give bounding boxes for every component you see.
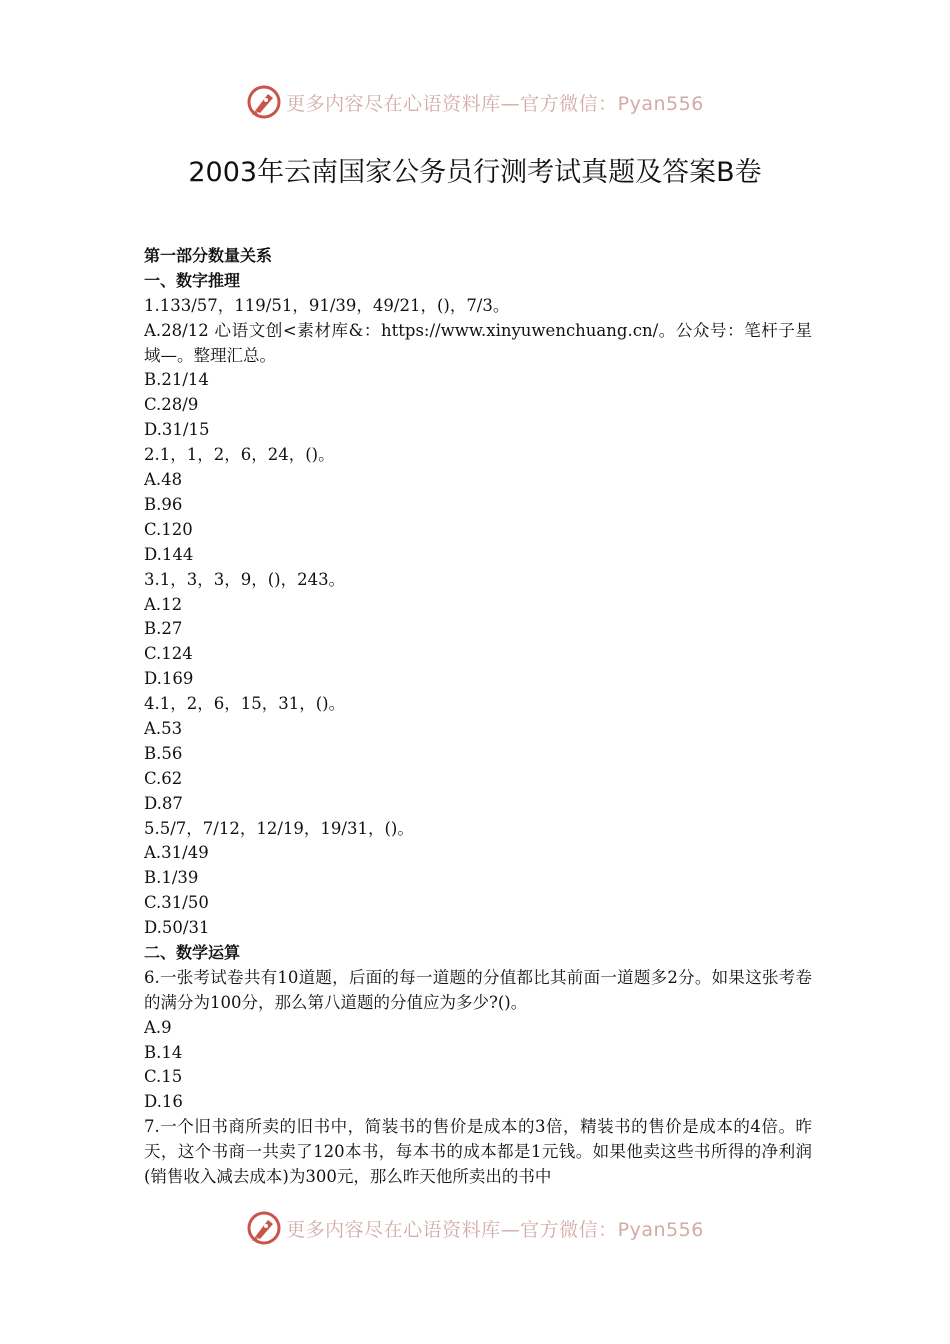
text-line: A.9 [144,1017,172,1037]
watermark-banner-top [0,82,950,122]
text-line: D.87 [144,793,183,813]
watermark-banner-bottom [0,1208,950,1248]
section-heading: 二、数学运算 [144,942,241,962]
document-body [144,244,812,1190]
text-line: 6.一张考试卷共有10道题，后面的每一道题的分值都比其前面一道题多2分。如果这张考卷的满分为100分，那么第八道题的分值应为多少?()。 [144,967,812,1012]
text-line: D.50/31 [144,918,210,938]
text-line: A.28/12 心语文创<素材库&：https://www.xinyuwenchuang.cn/。公众号：笔杆子星域—。整理汇总。 [144,320,812,365]
text-line: B.56 [144,743,183,763]
text-line: 1.133/57，119/51，91/39，49/21，()，7/3。 [144,295,510,315]
text-line: D.16 [144,1092,183,1112]
text-line: C.62 [144,768,183,788]
text-line: D.144 [144,544,194,564]
text-line: A.12 [144,594,183,614]
text-line: C.120 [144,519,193,539]
text-line: C.28/9 [144,395,199,415]
text-line: A.48 [144,470,183,490]
page-title: 2003年云南国家公务员行测考试真题及答案B卷 [188,157,762,188]
text-line: B.14 [144,1042,183,1062]
text-line: A.31/49 [144,843,209,863]
section-heading: 一、数字推理 [144,270,241,290]
text-line: A.53 [144,718,183,738]
text-line: 3.1，3，3，9，()，243。 [144,569,346,589]
text-line: 7.一个旧书商所卖的旧书中，简装书的售价是成本的3倍，精装书的售价是成本的4倍。昨天，这个书商一共卖了120本书，每本书的成本都是1元钱。如果他卖这些书所得的净利润(销售收入减去成本)为300元，那么昨天他所卖出的书中 [144,1117,812,1187]
watermark-text: 更多内容尽在心语资料库—官方微信：Pyan556 [286,92,704,115]
pen-nib-logo-icon [246,84,282,120]
text-line: C.31/50 [144,893,209,913]
text-line: C.124 [144,644,193,664]
text-line: B.96 [144,494,183,514]
text-line: 4.1，2，6，15，31，()。 [144,694,346,714]
text-line: B.21/14 [144,370,209,390]
text-line: 2.1，1，2，6，24，()。 [144,445,335,465]
text-line: C.15 [144,1067,183,1087]
text-line: B.1/39 [144,868,199,888]
text-line: B.27 [144,619,183,639]
text-line: 5.5/7，7/12，12/19，19/31，()。 [144,818,414,838]
text-line: D.31/15 [144,420,210,440]
section-heading: 第一部分数量关系 [144,246,273,265]
watermark-text: 更多内容尽在心语资料库—官方微信：Pyan556 [286,1218,704,1241]
pen-nib-logo-icon [246,1210,282,1246]
text-line: D.169 [144,669,194,689]
